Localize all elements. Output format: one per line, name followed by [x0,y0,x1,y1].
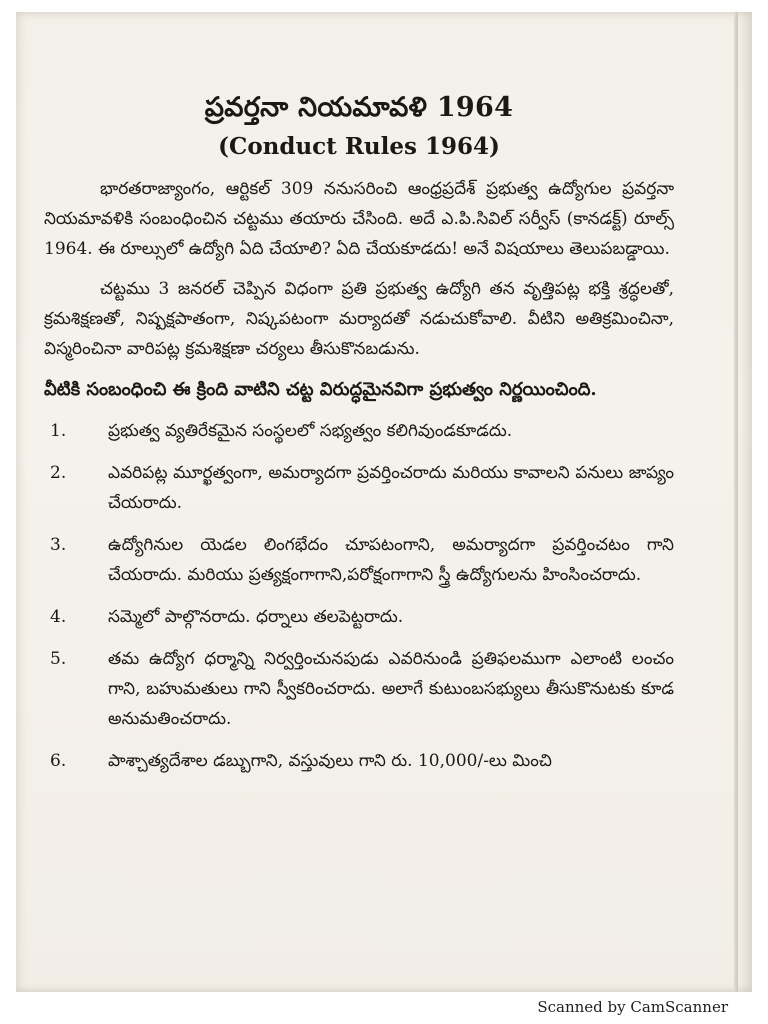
rule-text: ఎవరిపట్ల మూర్ఖత్వంగా, అమర్యాదగా ప్రవర్తించరాదు మరియు కావాలని పనులు జాప్యం చేయరాదు. [108,463,674,513]
title-telugu: ప్రవర్తనా నియమావళి 1964 [204,92,514,123]
rules-heading-statement: వీటికి సంబంధించి ఈ క్రింది వాటిని చట్ట విరుద్ధమైనవిగా ప్రభుత్వం నిర్ణయించింది. [44,379,597,400]
rule-number: 2. [50,463,67,483]
rule-item [44,416,674,446]
rule-number: 1. [50,421,67,441]
camscanner-watermark: Scanned by CamScanner [537,998,728,1016]
rule-text: తమ ఉద్యోగ ధర్మాన్ని నిర్వర్తించునపుడు ఎవరినుండి ప్రతిఫలముగా ఎలాంటి లంచం గాని, బహుమతులు గాని స్వీకరించరాదు. అలాగే కుటుంబసభ్యులు తీసుకొనుటకు కూడ అనుమతించరాదు. [108,649,674,729]
rule-number: 4. [50,607,67,627]
rule-number: 3. [50,535,67,555]
rule-number: 6. [50,751,67,771]
rule-text: సమ్మెలో పాల్గొనరాదు. ధర్నాలు తలపెట్టరాదు. [108,607,404,627]
title-english: (Conduct Rules 1964) [218,133,500,160]
rule-number: 5. [50,649,67,669]
rule-text: ప్రభుత్వ వ్యతిరేకమైన సంస్థలలో సభ్యత్వం కలిగివుండకూడదు. [108,421,513,441]
intro-paragraph: భారతరాజ్యాంగం, ఆర్టికల్ 309 ననుసరించి ఆంధ్రప్రదేశ్ ప్రభుత్వ ఉద్యోగుల ప్రవర్తనా నియమావళికి సంబంధించిన చట్టము తయారు చేసింది. అదే ఎ.పి.సివిల్ సర్వీస్ (కానడక్ట్) రూల్స్ 1964. ఈ రూల్సులో ఉద్యోగి ఏది చేయాలి? ఏది చేయకూడదు! అనే విషయాలు తెలుపబడ్డాయి. [44,179,674,259]
rule-text: పాశ్చాత్యదేశాల డబ్బుగాని, వస్తువులు గాని రు. 10,000/-లు మించి [108,751,552,771]
rule-item [44,458,674,518]
rule-text: ఉద్యోగినుల యెడల లింగభేదం చూపటంగాని, అమర్యాదగా ప్రవర్తించటం గాని చేయరాదు. మరియు ప్రత్యక్షంగాగాని,పరోక్షంగాగాని స్త్రీ ఉద్యోగులను హింసించరాదు. [108,535,674,585]
conduct-paragraph: చట్టము 3 జనరల్ చెప్పిన విధంగా ప్రతి ప్రభుత్వ ఉద్యోగి తన వృత్తిపట్ల భక్తి శ్రద్ధలతో, క్రమశిక్షణతో, నిష్పక్షపాతంగా, నిష్కపటంగా మర్యాదతో నడుచుకోవాలి. వీటిని అతిక్రమించినా, విస్మరించినా వారిపట్ల క్రమశిక్షణా చర్యలు తీసుకొనబడును. [44,279,674,359]
rule-item [44,644,674,734]
rule-item [44,602,674,632]
paper-edge-shadow [734,12,738,992]
rule-item [44,530,674,590]
document-content [44,90,674,788]
rule-item [44,746,674,776]
rules-list [44,416,674,776]
